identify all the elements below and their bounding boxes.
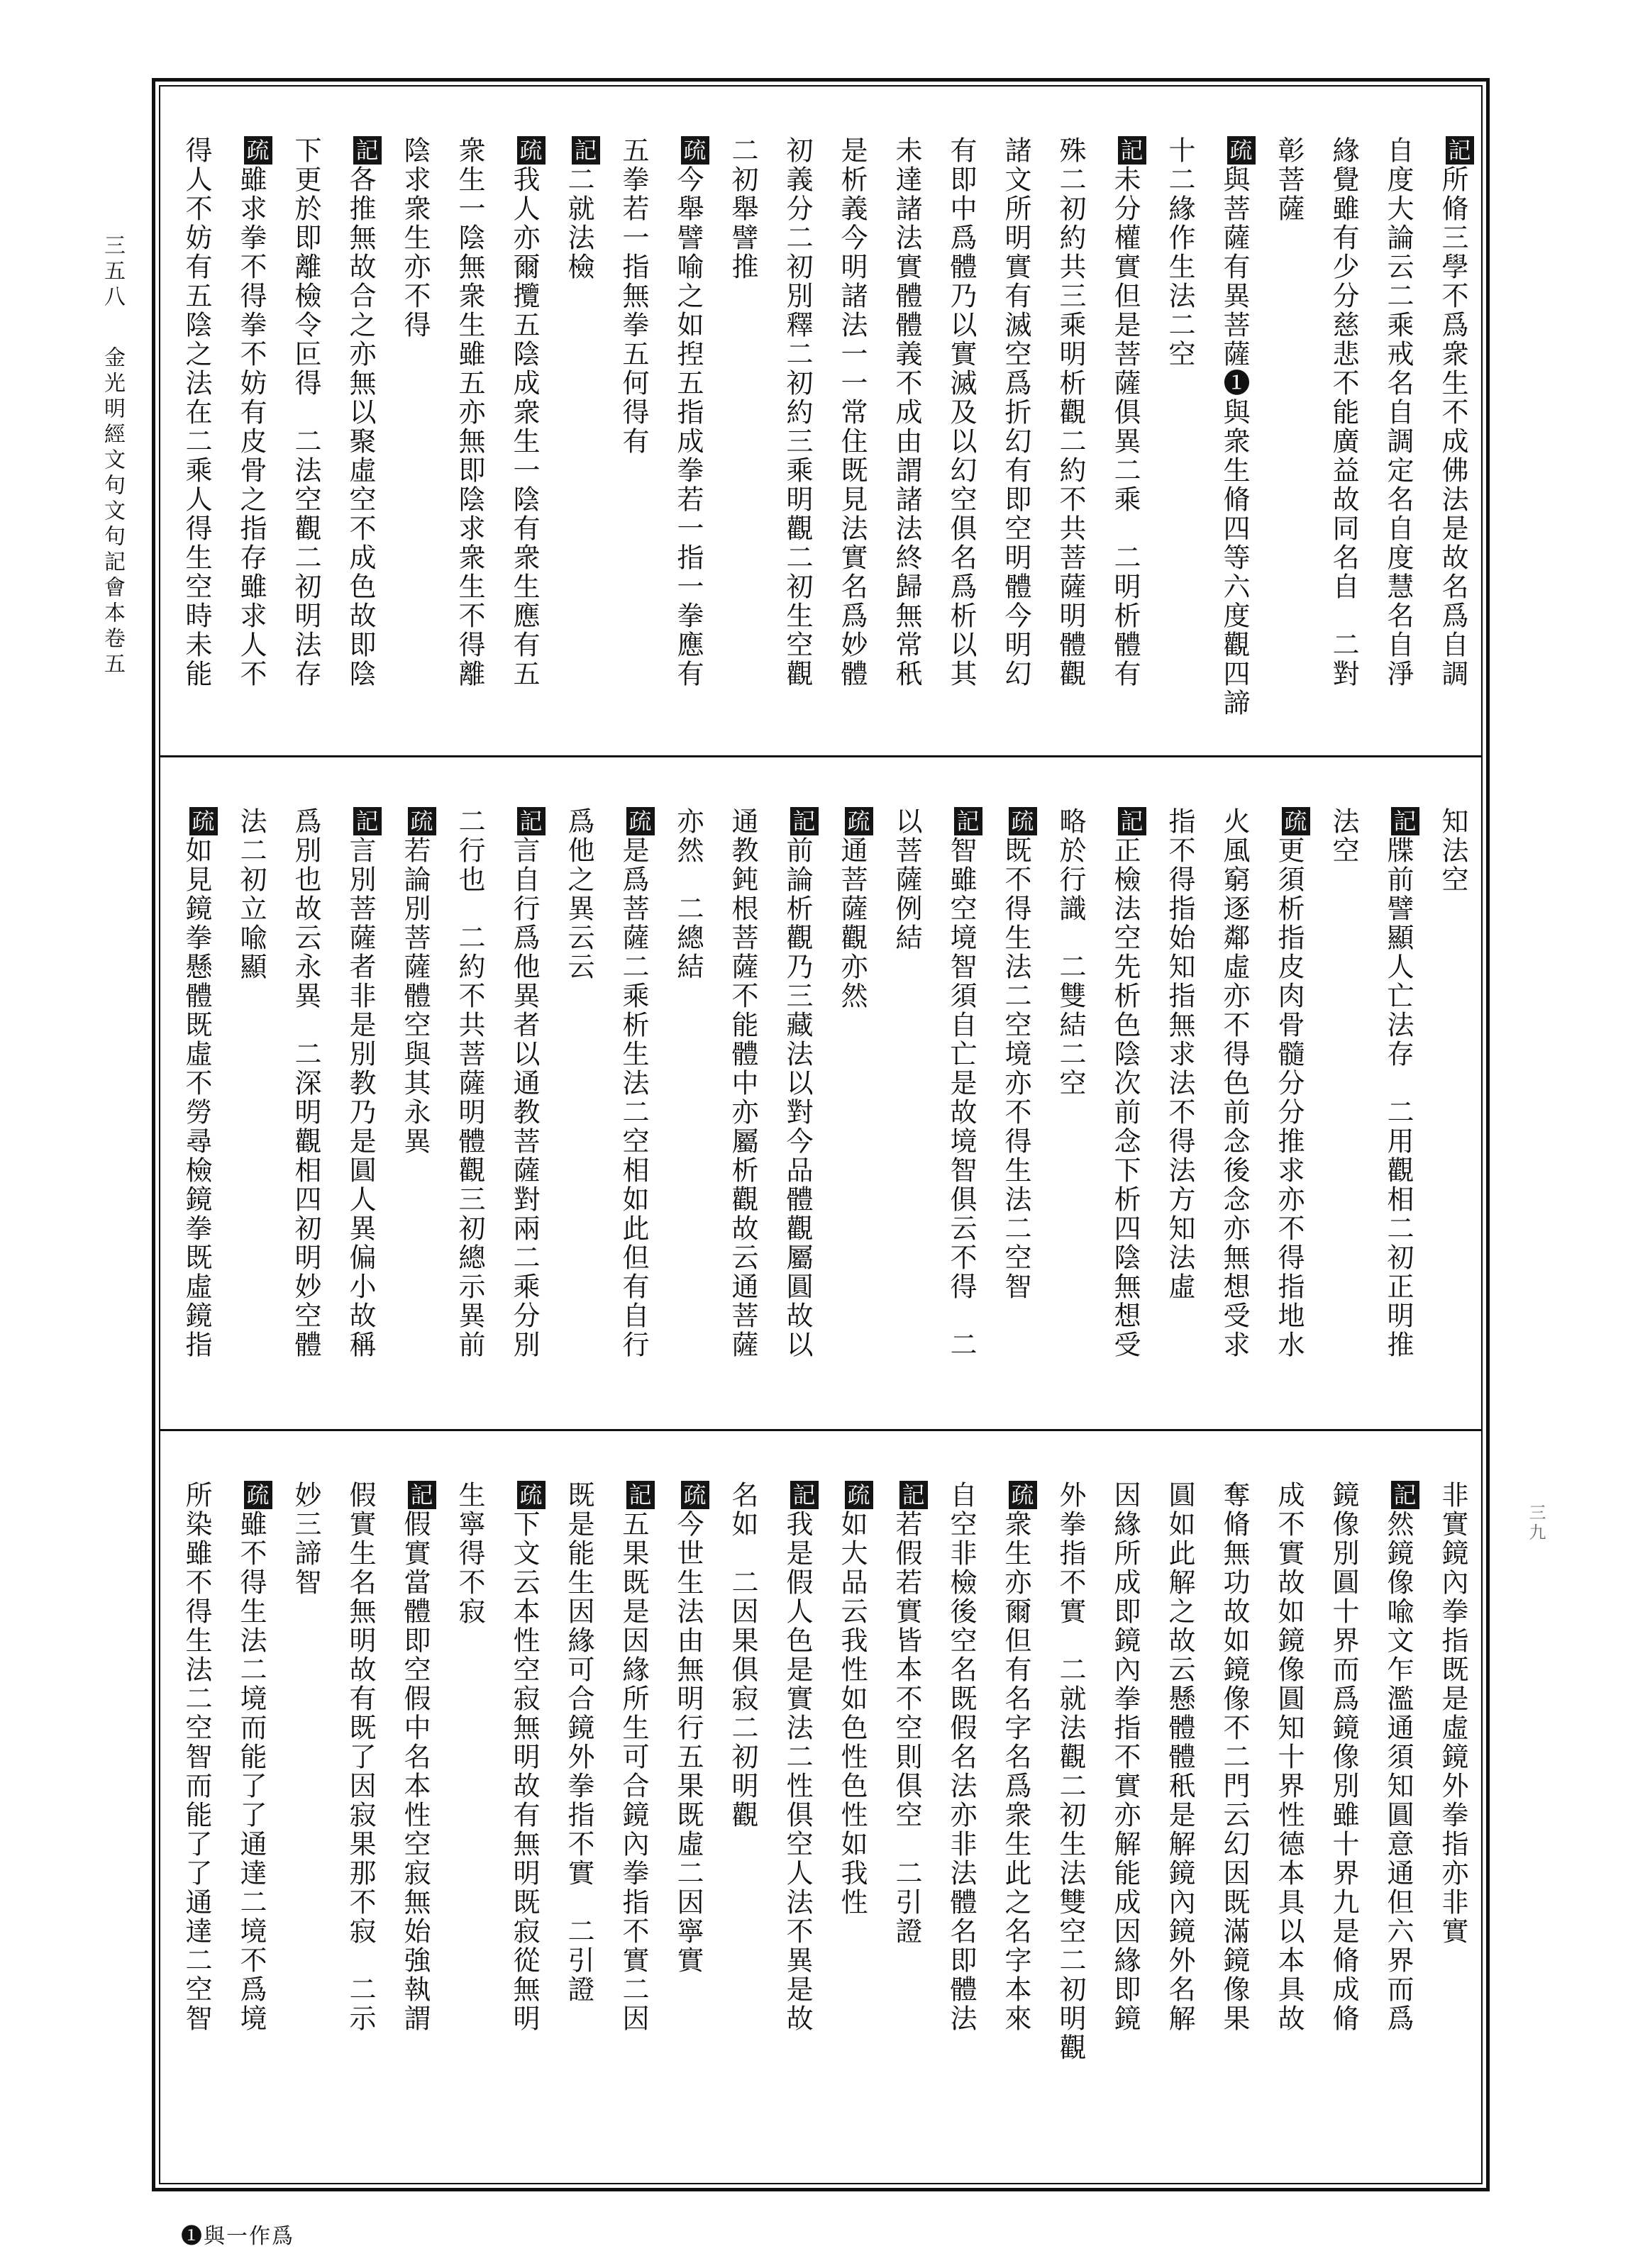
ji-commentary-marker: 記: [790, 807, 819, 835]
text-column: [715, 1431, 770, 2183]
column-text: 所染雖不得生法二空智而能了了通達二空智: [181, 1481, 212, 2033]
ji-commentary-marker: 記: [517, 807, 546, 835]
ji-commentary-marker: 記: [626, 1481, 655, 1509]
column-text: 既是能生因緣可合鏡外拳指不實 二引證: [563, 1481, 594, 2004]
column-text: 前論析觀乃三藏法以對今品體觀屬圓故以: [782, 836, 813, 1360]
column-text: 十二緣作生法二空: [1164, 136, 1195, 369]
book-title: 金光明經文句文句記會本卷五: [100, 346, 125, 678]
text-column: [770, 757, 824, 1429]
text-column: [934, 757, 988, 1429]
ji-commentary-marker: 記: [1446, 136, 1474, 165]
text-column: [278, 87, 333, 755]
column-text: 得人不妨有五陰之法在二乘人得生空時未能: [181, 136, 212, 689]
column-text: 言自行爲他異者以通教菩薩對兩二乘分別: [509, 836, 540, 1360]
ji-commentary-marker: 記: [1118, 807, 1146, 835]
text-column: [169, 87, 223, 755]
column-text: 既不得生法二空境亦不得生法二空智: [1000, 836, 1031, 1301]
text-column: [497, 87, 551, 755]
shu-subcommentary-marker: 疏: [244, 1481, 272, 1509]
text-column: [1316, 87, 1370, 755]
text-column: [223, 1431, 278, 2183]
ji-commentary-marker: 記: [954, 807, 982, 835]
text-column: [715, 757, 770, 1429]
shu-subcommentary-marker: 疏: [1282, 807, 1310, 835]
column-text: 若假若實皆本不空則俱空 二引證: [891, 1510, 922, 1946]
column-text: 所脩三學不爲衆生不成佛法是故名爲自調: [1437, 165, 1468, 689]
text-column: [551, 1431, 606, 2183]
ji-commentary-marker: 記: [790, 1481, 819, 1509]
ji-commentary-marker: 記: [899, 1481, 928, 1509]
text-column: [223, 87, 278, 755]
text-column: [988, 1431, 1043, 2183]
text-column: [770, 1431, 824, 2183]
text-column: [278, 757, 333, 1429]
text-column: [497, 757, 551, 1429]
column-text: 妙三諦智: [290, 1481, 321, 1597]
shu-subcommentary-marker: 疏: [845, 807, 873, 835]
text-column: [606, 757, 660, 1429]
running-header: [98, 234, 126, 678]
shu-subcommentary-marker: 疏: [517, 136, 546, 165]
column-text: 生寧得不寂: [454, 1481, 485, 1626]
text-column: [1043, 1431, 1097, 2183]
text-column: [497, 1431, 551, 2183]
column-text: 法空: [1328, 807, 1359, 865]
text-column: [442, 1431, 497, 2183]
text-column: [606, 87, 660, 755]
text-column: [988, 87, 1043, 755]
column-text: 各推無故合之亦無以聚虛空不成色故即陰: [345, 165, 376, 689]
margin-page-mark: 三九: [1526, 1503, 1546, 1543]
page-frame-inner: [159, 85, 1483, 2184]
text-column: [715, 87, 770, 755]
shu-subcommentary-marker: 疏: [1009, 1481, 1037, 1509]
column-text: 今舉譬喻之如揑五指成拳若一指一拳應有: [672, 165, 704, 689]
ji-commentary-marker: 記: [353, 136, 382, 165]
text-column: [1152, 757, 1207, 1429]
column-text: 自度大論云二乘戒名自調定名自度慧名自淨: [1383, 136, 1414, 689]
shu-subcommentary-marker: 疏: [681, 136, 709, 165]
text-column: [1425, 1431, 1480, 2183]
text-column: [333, 1431, 387, 2183]
text-column: [660, 757, 715, 1429]
column-text: 鏡像別圓十界而爲鏡像別雖十界九是脩成脩: [1328, 1481, 1359, 2033]
column-text: 假實生名無明故有既了因寂果那不寂 二示: [345, 1481, 376, 2033]
text-column: [934, 87, 988, 755]
column-text: 二行也 二約不共菩薩明體觀三初總示異前: [454, 807, 485, 1360]
text-column: [1152, 1431, 1207, 2183]
column-text: 下文云本性空寂無明故有無明既寂從無明: [509, 1510, 540, 2033]
text-column: [387, 757, 442, 1429]
text-column: [1097, 1431, 1152, 2183]
column-text: 是爲菩薩二乘析生法二空相如此但有自行: [618, 836, 649, 1360]
shu-subcommentary-marker: 疏: [1227, 136, 1256, 165]
text-column: [1207, 87, 1261, 755]
text-column: [1152, 87, 1207, 755]
text-column: [387, 87, 442, 755]
column-text: 如見鏡拳懸體既虛不勞尋檢鏡拳既虛鏡指: [181, 836, 212, 1360]
column-text: 然鏡像喩文乍濫通須知圓意通但六界而爲: [1383, 1510, 1414, 2033]
column-text: 略於行識 二雙結二空: [1055, 807, 1086, 1098]
text-column: [1425, 87, 1480, 755]
column-text: 智雖空境智須自亡是故境智俱云不得 二: [946, 836, 977, 1360]
page-frame: [152, 78, 1490, 2191]
shu-subcommentary-marker: 疏: [189, 807, 218, 835]
text-column: [442, 87, 497, 755]
column-text: 指不得指始知指無求法不得法方知法虛: [1164, 807, 1195, 1301]
shu-subcommentary-marker: 疏: [681, 1481, 709, 1509]
column-text: 二初舉譬推: [727, 136, 758, 282]
upper-panel: [160, 87, 1481, 757]
text-column: [1043, 87, 1097, 755]
lower-panel: [160, 1431, 1481, 2183]
column-text: 成不實故如鏡像圓知十界性德本具以本具故: [1273, 1481, 1305, 2033]
text-column: [1370, 757, 1425, 1429]
column-text: 法二初立喩顯: [236, 807, 267, 982]
column-text: 殊二初約共三乘明析觀二約不共菩薩明體觀: [1055, 136, 1086, 689]
text-column: [879, 1431, 934, 2183]
text-column: [1207, 757, 1261, 1429]
shu-subcommentary-marker: 疏: [244, 136, 272, 165]
middle-panel: [160, 757, 1481, 1431]
text-column: [1425, 757, 1480, 1429]
column-text: 奪脩無功故如鏡像不二門云幻因既滿鏡像果: [1219, 1481, 1250, 2033]
column-text: 是析義今明諸法一一常住既見法實名爲妙體: [836, 136, 868, 689]
column-text: 通教鈍根菩薩不能體中亦屬析觀故云通菩薩: [727, 807, 758, 1360]
column-text: 若論別菩薩體空與其永異: [399, 836, 431, 1156]
column-text: 知法空: [1437, 807, 1468, 894]
ji-commentary-marker: 記: [1391, 1481, 1419, 1509]
column-text: 我人亦爾攬五陰成衆生一陰有衆生應有五: [509, 165, 540, 689]
column-text: 以菩薩例結: [891, 807, 922, 952]
text-column: [551, 757, 606, 1429]
column-text: 與菩薩有異菩薩❶與衆生脩四等六度觀四諦: [1219, 165, 1250, 718]
column-text: 諸文所明實有滅空爲折幻有即空明體今明幻: [1000, 136, 1031, 689]
column-text: 牒前譬顯人亡法存 二用觀相二初正明推: [1383, 836, 1414, 1360]
column-text: 自空非檢後空名既假名法亦非法體名即體法: [946, 1481, 977, 2033]
ji-commentary-marker: 記: [408, 1481, 436, 1509]
text-column: [879, 757, 934, 1429]
column-text: 正檢法空先析色陰次前念下析四陰無想受: [1109, 836, 1141, 1360]
ji-commentary-marker: 記: [1118, 136, 1146, 165]
column-text: 亦然 二總結: [672, 807, 704, 982]
shu-subcommentary-marker: 疏: [1009, 807, 1037, 835]
shu-subcommentary-marker: 疏: [845, 1481, 873, 1509]
column-text: 緣覺雖有少分慈悲不能廣益故同名自 二對: [1328, 136, 1359, 689]
column-text: 爲別也故云永異 二深明觀相四初明妙空體: [290, 807, 321, 1360]
text-column: [333, 757, 387, 1429]
text-column: [442, 757, 497, 1429]
text-column: [770, 87, 824, 755]
text-column: [333, 87, 387, 755]
text-column: [1261, 87, 1316, 755]
text-column: [1043, 757, 1097, 1429]
column-text: 衆生一陰無衆生雖五亦無即陰求衆生不得離: [454, 136, 485, 689]
column-text: 今世生法由無明行五果既虛二因寧實: [672, 1510, 704, 1975]
column-text: 外拳指不實 二就法觀二初生法雙空二初明觀: [1055, 1481, 1086, 2062]
text-column: [1370, 87, 1425, 755]
column-text: 如大品云我性如色性色性如我性: [836, 1510, 868, 1917]
column-text: 未達諸法實體體義不成由謂諸法終歸無常秖: [891, 136, 922, 689]
column-text: 爲他之異云云: [563, 807, 594, 982]
text-column: [606, 1431, 660, 2183]
column-text: 下更於即離檢令叵得 二法空觀二初明法存: [290, 136, 321, 689]
text-column: [988, 757, 1043, 1429]
ji-commentary-marker: 記: [572, 136, 600, 165]
column-text: 雖不得生法二境而能了了通達二境不爲境: [236, 1510, 267, 2033]
page-number: 三五八: [100, 234, 125, 311]
text-column: [824, 757, 879, 1429]
text-column: [551, 87, 606, 755]
column-text: 二就法檢: [563, 165, 594, 282]
column-text: 五拳若一指無拳五何得有: [618, 136, 649, 456]
text-column: [1261, 1431, 1316, 2183]
shu-subcommentary-marker: 疏: [517, 1481, 546, 1509]
column-text: 我是假人色是實法二性俱空人法不異是故: [782, 1510, 813, 2033]
column-text: 有即中爲體乃以實滅及以幻空俱名爲析以其: [946, 136, 977, 689]
text-column: [1316, 757, 1370, 1429]
text-column: [169, 1431, 223, 2183]
column-text: 因緣所成即鏡內拳指不實亦解能成因緣即鏡: [1109, 1481, 1141, 2033]
text-column: [1097, 87, 1152, 755]
text-column: [1261, 757, 1316, 1429]
text-column: [1097, 757, 1152, 1429]
column-text: 未分權實但是菩薩俱異二乘 二明析體有: [1109, 165, 1141, 689]
ji-commentary-marker: 記: [353, 807, 382, 835]
column-text: 非實鏡內拳指既是虛鏡外拳指亦非實: [1437, 1481, 1468, 1946]
text-column: [660, 1431, 715, 2183]
ji-commentary-marker: 記: [1391, 807, 1419, 835]
column-text: 圓如此解之故云懸體體秖是解鏡內鏡外名解: [1164, 1481, 1195, 2033]
text-column: [1370, 1431, 1425, 2183]
text-column: [824, 87, 879, 755]
column-text: 更須析指皮肉骨髓分分推求亦不得指地水: [1273, 836, 1305, 1360]
column-text: 陰求衆生亦不得: [399, 136, 431, 340]
text-column: [824, 1431, 879, 2183]
column-text: 彰菩薩: [1273, 136, 1305, 223]
column-text: 名如 二因果俱寂二初明觀: [727, 1481, 758, 1830]
text-column: [278, 1431, 333, 2183]
text-column: [660, 87, 715, 755]
column-text: 假實當體即空假中名本性空寂無始強執謂: [399, 1510, 431, 2033]
text-column: [879, 87, 934, 755]
text-column: [169, 757, 223, 1429]
shu-subcommentary-marker: 疏: [408, 807, 436, 835]
text-column: [934, 1431, 988, 2183]
text-column: [1316, 1431, 1370, 2183]
text-column: [223, 757, 278, 1429]
column-text: 雖求拳不得拳不妨有皮骨之指存雖求人不: [236, 165, 267, 689]
text-column: [1207, 1431, 1261, 2183]
column-text: 言別菩薩者非是別教乃是圓人異偏小故稱: [345, 836, 376, 1360]
column-text: 五果既是因緣所生可合鏡內拳指不實二因: [618, 1510, 649, 2033]
shu-subcommentary-marker: 疏: [626, 807, 655, 835]
text-column: [387, 1431, 442, 2183]
column-text: 初義分二初別釋二初約三乘明觀二初生空觀: [782, 136, 813, 689]
column-text: 火風窮逐鄰虛亦不得色前念後念亦無想受求: [1219, 807, 1250, 1360]
footnote: ❶與一作爲: [181, 2224, 294, 2249]
column-text: 衆生亦爾但有名字名爲衆生此之名字本來: [1000, 1510, 1031, 2033]
column-text: 通菩薩觀亦然: [836, 836, 868, 1011]
